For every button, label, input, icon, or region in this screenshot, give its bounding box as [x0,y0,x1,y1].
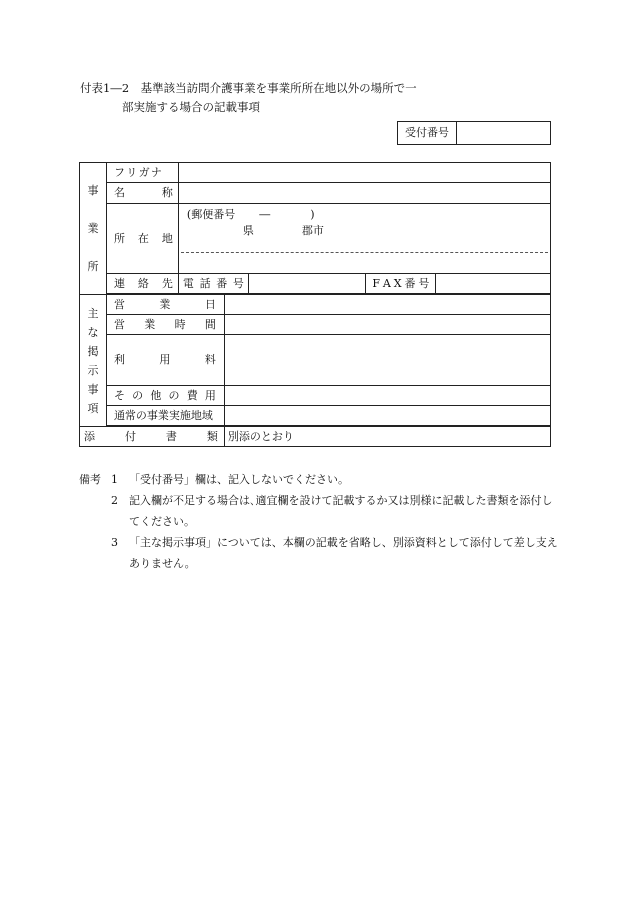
contact-label: 連 絡 先 [106,274,178,294]
business-hours-label: 営 業 時 間 [106,315,224,335]
other-costs-label: そ の 他 の 費 用 [106,386,224,406]
business-days-label: 営 業 日 [106,295,224,315]
form-title-line2: 部実施する場合の記載事項 [122,100,260,114]
receipt-number-label: 受付番号 [398,122,457,145]
other-costs-field[interactable] [224,386,550,406]
usage-fee-field[interactable] [224,335,550,386]
note-item-2: 2 記入欄が不足する場合は､適宜欄を設けて記載するか又は別様に記載した書類を添付してください。 [111,494,553,528]
application-table [79,162,551,447]
furigana-field[interactable] [178,163,550,183]
usage-fee-label: 利 用 料 [106,335,224,386]
location-field[interactable] [178,204,550,274]
address-divider [181,252,548,253]
form-title-line1: 付表1―2 基準該当訪問介護事業を事業所所在地以外の場所で一 [80,81,417,95]
service-area-label: 通常の事業実施地域 [106,406,224,426]
fax-field[interactable] [436,274,551,294]
items-group-label: 主 な 掲 示 事 項 [80,295,107,427]
location-label: 所 在 地 [106,204,178,274]
receipt-number-field[interactable] [457,122,551,145]
name-label: 名 称 [106,183,178,204]
office-group-label: 事 業 所 [80,163,107,295]
phone-label: 電 話 番 号 [178,274,248,294]
attachments-label: 添 付 書 類 [80,427,225,447]
notes-heading: 備考 [79,473,101,486]
business-days-field[interactable] [224,295,550,315]
phone-field[interactable] [248,274,366,294]
receipt-number-table [397,121,551,145]
address-line: 県 郡市 [242,224,324,237]
fax-label: F A X 番 号 [366,274,436,294]
attachments-field[interactable]: 別添のとおり [224,427,550,447]
furigana-label: フ リ ガ ナ [106,163,178,183]
name-field[interactable] [178,183,550,204]
note-item-3: 3 「主な掲示事項」については、本欄の記載を省略し、別添資料として添付して差し支えありません。 [111,536,558,570]
postal-code-line: (郵便番号 ― ) [186,208,315,221]
notes-section [79,469,559,574]
service-area-field[interactable] [224,406,550,426]
note-item-1: 備考 1 「受付番号」欄は、記入しないでください。 [79,469,559,490]
business-hours-field[interactable] [224,315,550,335]
